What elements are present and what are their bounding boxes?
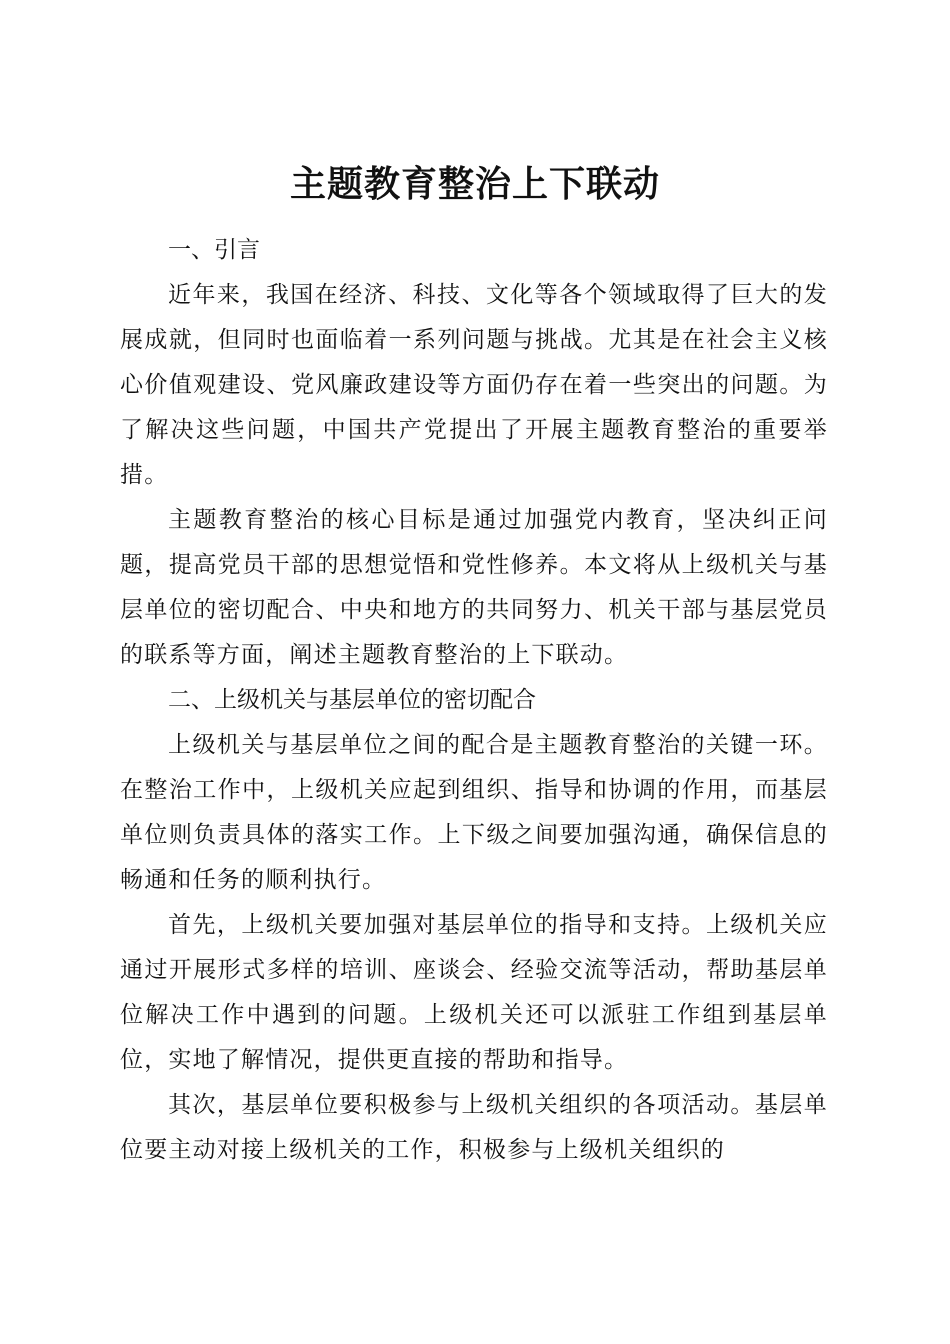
section-introduction <box>120 228 828 678</box>
section-heading: 二、上级机关与基层单位的密切配合 <box>168 687 536 713</box>
document-title: 主题教育整治上下联动 <box>289 163 660 206</box>
paragraph: 首先，上级机关要加强对基层单位的指导和支持。上级机关应通过开展形式多样的培训、座谈会、经验交流等活动，帮助基层单位解决工作中遇到的问题。上级机关还可以派驻工作组到基层单位，实地了解情况，提供更直接的帮助和指导。 <box>120 912 828 1073</box>
paragraph: 上级机关与基层单位之间的配合是主题教育整治的关键一环。在整治工作中，上级机关应起到组织、指导和协调的作用，而基层单位则负责具体的落实工作。上下级之间要加强沟通，确保信息的畅通和任务的顺利执行。 <box>120 732 828 893</box>
paragraph: 近年来，我国在经济、科技、文化等各个领域取得了巨大的发展成就，但同时也面临着一系列问题与挑战。尤其是在社会主义核心价值观建设、党风廉政建设等方面仍存在着一些突出的问题。为了解决这些问题，中国共产党提出了开展主题教育整治的重要举措。 <box>120 282 828 488</box>
paragraph: 主题教育整治的核心目标是通过加强党内教育，坚决纠正问题，提高党员干部的思想觉悟和党性修养。本文将从上级机关与基层单位的密切配合、中央和地方的共同努力、机关干部与基层党员的联系等方面，阐述主题教育整治的上下联动。 <box>120 507 828 668</box>
section-heading: 一、引言 <box>168 237 260 263</box>
section-cooperation <box>120 678 828 1173</box>
document-body <box>120 228 828 1173</box>
paragraph: 其次，基层单位要积极参与上级机关组织的各项活动。基层单位要主动对接上级机关的工作，积极参与上级机关组织的 <box>120 1092 828 1163</box>
